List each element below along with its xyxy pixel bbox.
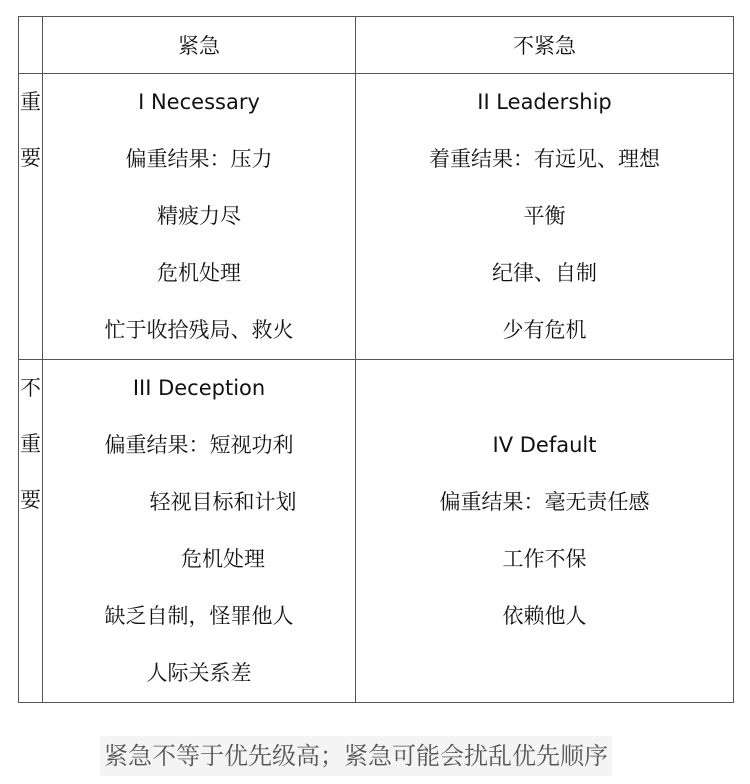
- quadrant-3-title: III Deception: [132, 376, 266, 400]
- quadrant-1-line: 忙于收拾残局、救火: [104, 318, 294, 342]
- quadrant-2-line: 着重结果：有远见、理想: [429, 147, 660, 171]
- corner-cell: [19, 17, 43, 74]
- quadrant-3-line: 轻视目标和计划: [149, 490, 297, 514]
- quadrant-4: [356, 360, 734, 703]
- quadrant-2-line: 少有危机: [502, 318, 587, 342]
- quadrant-2: [356, 74, 734, 360]
- row-label-char: 要: [20, 146, 41, 170]
- quadrant-4-title: IV Default: [492, 433, 597, 457]
- quadrant-1-line: 精疲力尽: [157, 204, 241, 228]
- quadrant-3-line: 危机处理: [181, 547, 265, 571]
- quadrant-2-title: II Leadership: [477, 90, 612, 114]
- row-not-important: [19, 360, 734, 703]
- quadrant-1-title: I Necessary: [138, 90, 260, 114]
- quadrant-2-line: 纪律、自制: [492, 261, 597, 285]
- row-important: [19, 74, 734, 360]
- quadrant-3-line: 偏重结果：短视功利: [104, 433, 294, 457]
- row-label-char: 不: [20, 376, 41, 400]
- quadrant-2-line: 平衡: [523, 204, 566, 228]
- row-label-not-important: [19, 360, 43, 703]
- figure-caption: 紧急不等于优先级高；紧急可能会扰乱优先顺序: [100, 736, 612, 776]
- quadrant-3: [43, 360, 356, 703]
- row-label-char: 重: [20, 432, 41, 456]
- quadrant-4-line: 工作不保: [502, 547, 587, 571]
- quadrant-4-line: 偏重结果：毫无责任感: [439, 490, 650, 514]
- quadrant-3-line: 缺乏自制，怪罪他人: [104, 604, 294, 628]
- quadrant-1-line: 偏重结果：压力: [125, 147, 273, 171]
- time-management-matrix: [18, 16, 734, 703]
- row-label-char: 重: [20, 90, 41, 114]
- header-urgent: 紧急: [43, 17, 356, 74]
- row-label-important: [19, 74, 43, 360]
- quadrant-1: [43, 74, 356, 360]
- header-row: [19, 17, 734, 74]
- quadrant-4-line: 依赖他人: [502, 604, 587, 628]
- quadrant-1-line: 危机处理: [157, 261, 241, 285]
- row-label-char: 要: [20, 488, 41, 512]
- header-not-urgent: 不紧急: [356, 17, 734, 74]
- quadrant-3-line: 人际关系差: [146, 661, 252, 685]
